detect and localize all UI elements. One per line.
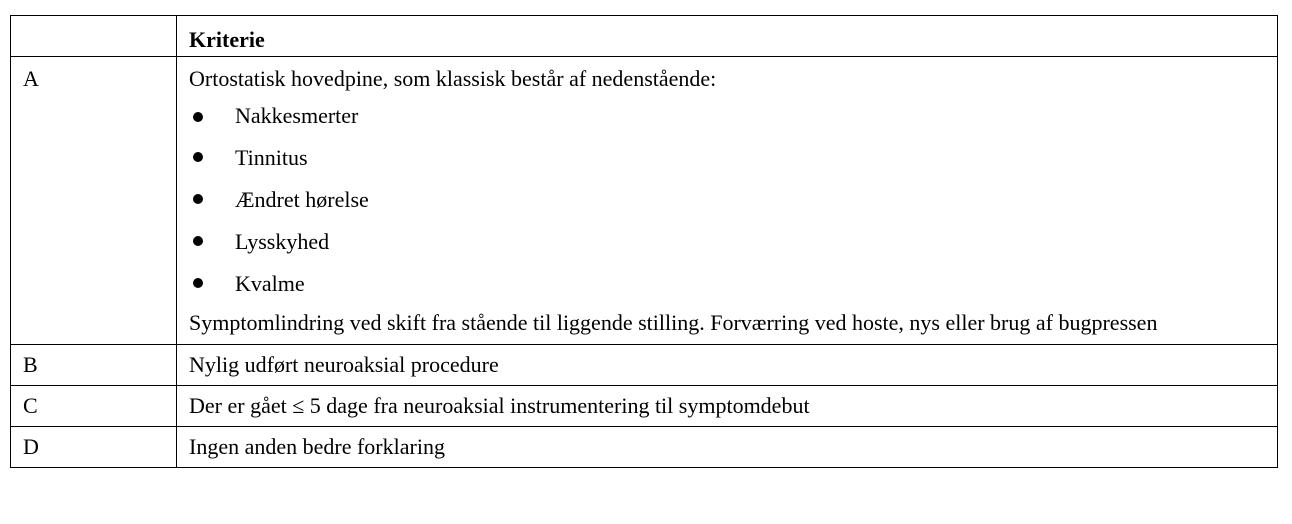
row-label: C [11, 386, 177, 427]
row-label: A [11, 57, 177, 345]
bullet-icon [193, 236, 203, 246]
list-item [189, 184, 1277, 226]
list-item-text: Lysskyhed [235, 229, 330, 254]
table-row [11, 386, 1278, 427]
header-label-cell [11, 16, 177, 57]
list-item-text: Nakkesmerter [235, 103, 359, 128]
list-item-text: Kvalme [235, 271, 305, 296]
table-row [11, 345, 1278, 386]
list-item [189, 142, 1277, 184]
list-item [189, 226, 1277, 268]
row-description [177, 57, 1278, 345]
row-description: Ingen anden bedre forklaring [177, 427, 1278, 468]
criterion-summary: Symptomlindring ved skift fra stående til liggende stilling. Forværring ved hoste, nys eller brug af bugpressen [189, 310, 1158, 335]
list-item [189, 268, 1277, 310]
criteria-title: Kriterie [189, 27, 265, 52]
header-criteria-cell [177, 16, 1278, 57]
bullet-icon [193, 112, 203, 122]
criteria-table [10, 15, 1278, 468]
list-item-text: Ændret hørelse [235, 187, 369, 212]
row-label: B [11, 345, 177, 386]
table-row [11, 57, 1278, 345]
criterion-intro: Ortostatisk hovedpine, som klassisk består af nedenstående: [189, 66, 717, 91]
row-label: D [11, 427, 177, 468]
bullet-icon [193, 152, 203, 162]
symptom-list [189, 100, 1277, 310]
table-header-row [11, 16, 1278, 57]
row-description: Der er gået ≤ 5 dage fra neuroaksial instrumentering til symptomdebut [177, 386, 1278, 427]
list-item-text: Tinnitus [235, 145, 308, 170]
list-item [189, 100, 1277, 142]
row-description: Nylig udført neuroaksial procedure [177, 345, 1278, 386]
bullet-icon [193, 278, 203, 288]
bullet-icon [193, 194, 203, 204]
table-row [11, 427, 1278, 468]
